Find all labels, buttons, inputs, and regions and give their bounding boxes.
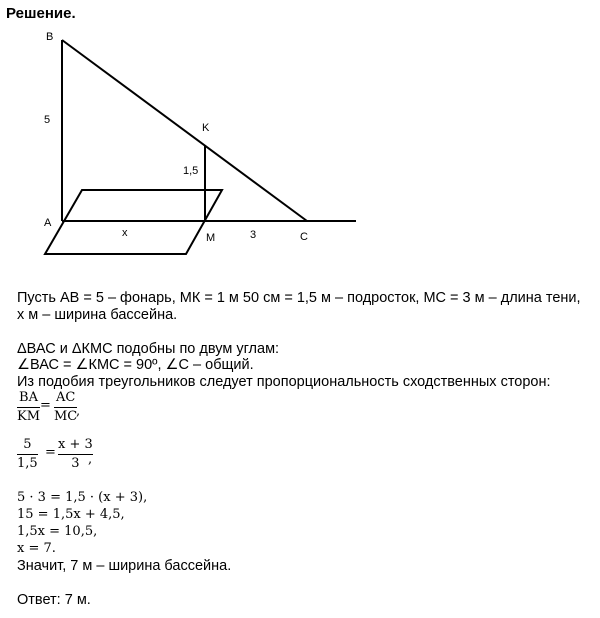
equation-line-2: 15 = 1,5x + 4,5, — [17, 507, 125, 522]
fraction-denominator: 1,5 — [17, 456, 38, 471]
conclusion: Значит, 7 м – ширина бассейна. — [17, 558, 232, 574]
fraction-numerator: AC — [55, 390, 76, 405]
equation-line-4: x = 7. — [17, 541, 56, 556]
fraction-5-1-5 — [17, 437, 38, 472]
fraction-ac-mc — [54, 390, 77, 425]
label-k: K — [202, 122, 210, 134]
similarity-line-2: ∠ВАС = ∠КМС = 90º, ∠С – общий. — [17, 357, 254, 373]
answer: Ответ: 7 м. — [17, 592, 91, 608]
label-c: C — [300, 231, 308, 243]
given-line-2: х м – ширина бассейна. — [17, 307, 178, 323]
fraction-ba-km — [17, 390, 40, 425]
label-mc-length: 3 — [250, 229, 257, 241]
solution-title: Решение. — [6, 5, 76, 22]
fraction-denominator: MC — [54, 409, 78, 424]
comma: , — [76, 404, 81, 419]
similarity-line-3: Из подобия треугольников следует пропорциональность сходственных сторон: — [17, 374, 551, 390]
given-line-1: Пусть АВ = 5 – фонарь, МК = 1 м 50 см = 1,5 м – подросток, МС = 3 м – длина тени, — [17, 290, 581, 306]
label-ab-length: 5 — [44, 114, 51, 126]
fraction-numerator: 5 — [23, 437, 32, 452]
label-m: M — [206, 232, 216, 244]
label-a: A — [44, 217, 52, 229]
fraction-denominator: KM — [17, 409, 41, 424]
equals-sign: = — [45, 445, 56, 460]
label-b: B — [46, 31, 54, 43]
fraction-numerator: BA — [19, 390, 38, 405]
fraction-numerator: x + 3 — [58, 437, 93, 452]
geometry-figure — [0, 0, 600, 270]
equation-line-1: 5 · 3 = 1,5 · (x + 3), — [17, 490, 148, 505]
equals-sign: = — [40, 398, 51, 413]
similarity-line-1: ΔВАС и ΔКМС подобны по двум углам: — [17, 341, 280, 357]
segment-bc — [62, 40, 307, 221]
comma: , — [88, 452, 93, 467]
label-am-length: x — [122, 227, 128, 239]
equation-line-3: 1,5x = 10,5, — [17, 524, 98, 539]
fraction-denominator: 3 — [71, 456, 80, 471]
label-mk-length: 1,5 — [183, 165, 199, 177]
